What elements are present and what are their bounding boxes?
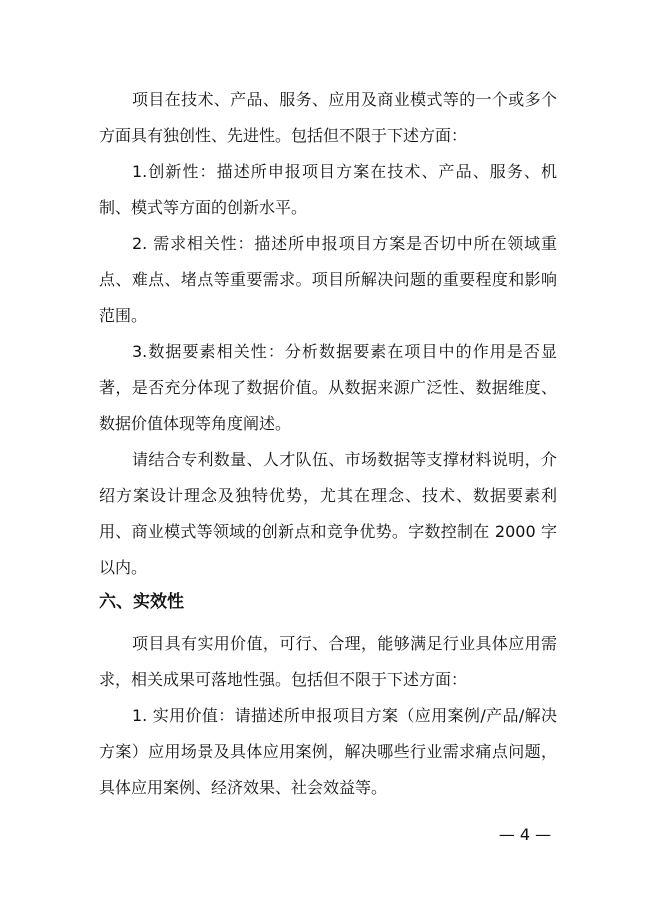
- paragraph-supporting-materials: 请结合专利数量、人才队伍、市场数据等支撑材料说明，介绍方案设计理念及独特优势，尤其在理念、技术、数据要素利用、商业模式等领域的创新点和竞争优势。字数控制在 2000 字以内。: [99, 450, 557, 577]
- paragraph-intro: 项目在技术、产品、服务、应用及商业模式等的一个或多个方面具有独创性、先进性。包括但不限于下述方面：: [99, 90, 557, 145]
- paragraph-practical-value: 1. 实用价值：请描述所申报项目方案（应用案例/产品/解决方案）应用场景及具体应用案例，解决哪些行业需求痛点问题，具体应用案例、经济效果、社会效益等。: [99, 706, 557, 797]
- paragraph-effectiveness-intro: 项目具有实用价值，可行、合理，能够满足行业具体应用需求，相关成果可落地性强。包括但不限于下述方面：: [99, 634, 557, 689]
- paragraph-data-element-relevance: 3.数据要素相关性：分析数据要素在项目中的作用是否显著，是否充分体现了数据价值。从数据来源广泛性、数据维度、数据价值体现等角度阐述。: [99, 342, 557, 433]
- section-heading: 六、实效性: [99, 592, 184, 612]
- paragraph-demand-relevance: 2. 需求相关性：描述所申报项目方案是否切中所在领域重点、难点、堵点等重要需求。项目所解决问题的重要程度和影响范围。: [99, 234, 557, 325]
- paragraph-innovation: 1.创新性：描述所申报项目方案在技术、产品、服务、机制、模式等方面的创新水平。: [99, 162, 557, 217]
- page-number: — 4 —: [498, 825, 552, 844]
